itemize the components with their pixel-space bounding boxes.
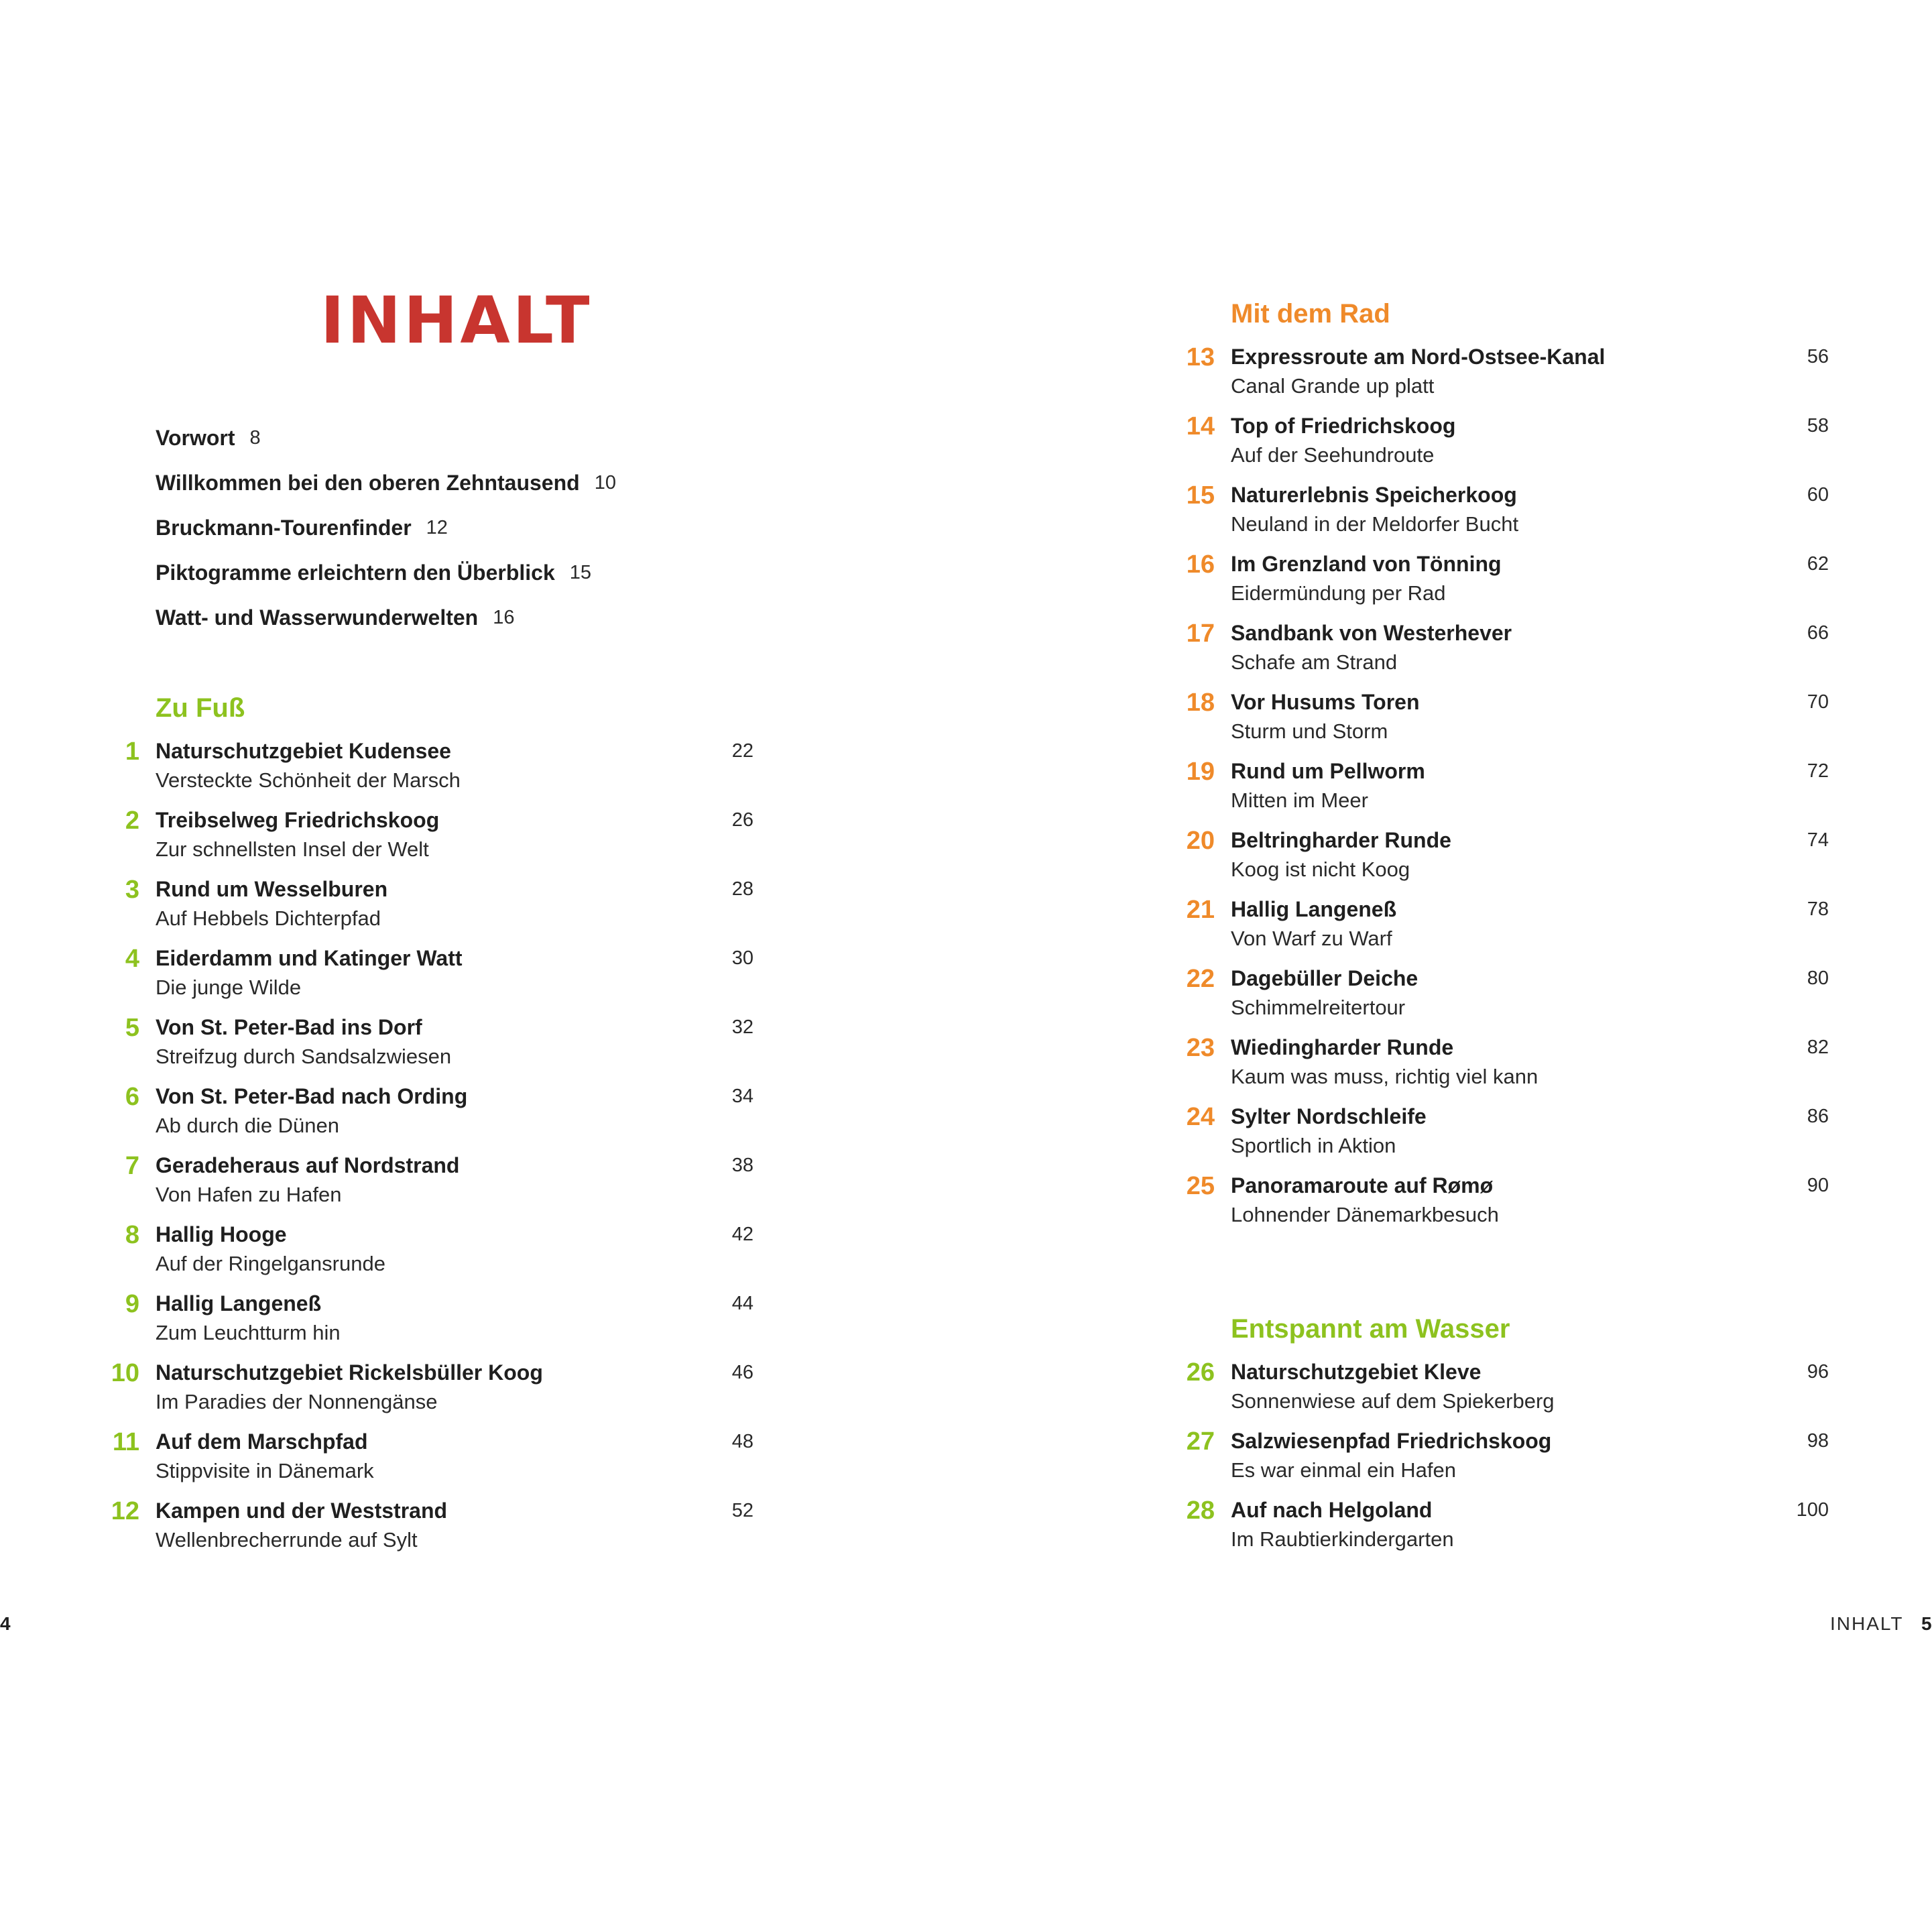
tour-page-number: 56 bbox=[1807, 346, 1829, 367]
tour-page-number: 22 bbox=[731, 740, 753, 762]
tour-number: 28 bbox=[1186, 1497, 1215, 1525]
toc-entry[interactable] bbox=[0, 618, 1850, 687]
toc-entry[interactable] bbox=[0, 963, 1850, 1033]
tour-page-number: 26 bbox=[731, 809, 753, 831]
tour-page-number: 80 bbox=[1807, 968, 1829, 989]
tour-page-number: 82 bbox=[1807, 1037, 1829, 1058]
tour-title: Sandbank von Westerhever bbox=[1231, 621, 1512, 645]
intro-item-page: 16 bbox=[493, 607, 515, 628]
toc-entry[interactable] bbox=[0, 1102, 1850, 1171]
tour-subtitle: Sportlich in Aktion bbox=[1231, 1134, 1396, 1157]
tour-subtitle: Sonnenwiese auf dem Spiekerberg bbox=[1231, 1389, 1555, 1413]
intro-item-page: 10 bbox=[594, 472, 616, 493]
tour-title: Hallig Langeneß bbox=[1231, 897, 1397, 921]
tour-page-number: 86 bbox=[1807, 1106, 1829, 1127]
toc-entry[interactable] bbox=[0, 687, 1850, 756]
tour-page-number: 78 bbox=[1807, 898, 1829, 920]
tour-title: Naturschutzgebiet Rickelsbüller Koog bbox=[156, 1360, 543, 1385]
tour-title: Dagebüller Deiche bbox=[1231, 966, 1418, 990]
tour-page-number: 48 bbox=[731, 1431, 753, 1452]
tour-title: Salzwiesenpfad Friedrichskoog bbox=[1231, 1429, 1552, 1453]
tour-page-number: 62 bbox=[1807, 553, 1829, 575]
tour-number: 1 bbox=[125, 738, 139, 766]
tour-subtitle: Zum Leuchtturm hin bbox=[156, 1321, 341, 1344]
toc-entry[interactable] bbox=[0, 549, 1850, 618]
intro-item-label: Bruckmann-Tourenfinder bbox=[156, 516, 412, 540]
tour-title: Hallig Hooge bbox=[156, 1222, 287, 1246]
tour-number: 9 bbox=[125, 1290, 139, 1318]
toc-entry[interactable] bbox=[0, 756, 1850, 825]
tour-subtitle: Von Warf zu Warf bbox=[1231, 927, 1392, 950]
tour-number: 5 bbox=[125, 1014, 139, 1042]
tour-title: Wiedingharder Runde bbox=[1231, 1035, 1454, 1059]
page-number-left: 4 bbox=[0, 1613, 11, 1634]
intro-item-page: 8 bbox=[249, 427, 261, 449]
tour-title: Top of Friedrichskoog bbox=[1231, 414, 1456, 438]
tour-title: Expressroute am Nord-Ostsee-Kanal bbox=[1231, 345, 1606, 369]
intro-item-label: Vorwort bbox=[156, 426, 235, 450]
toc-entry[interactable] bbox=[0, 480, 1850, 549]
tour-number: 12 bbox=[111, 1497, 139, 1525]
tour-page-number: 46 bbox=[731, 1362, 753, 1383]
toc-entry[interactable] bbox=[0, 825, 1850, 894]
tour-number: 11 bbox=[112, 1428, 139, 1456]
tour-subtitle: Auf der Ringelgansrunde bbox=[156, 1252, 385, 1275]
tour-subtitle: Streifzug durch Sandsalzwiesen bbox=[156, 1045, 452, 1068]
tour-subtitle: Es war einmal ein Hafen bbox=[1231, 1458, 1456, 1482]
tour-number: 18 bbox=[1186, 689, 1215, 717]
tour-page-number: 72 bbox=[1807, 760, 1829, 782]
toc-list-entspannt-am-wasser bbox=[0, 1357, 1850, 1564]
tour-subtitle: Schimmelreitertour bbox=[1231, 996, 1406, 1019]
tour-title: Hallig Langeneß bbox=[156, 1291, 322, 1315]
tour-subtitle: Kaum was muss, richtig viel kann bbox=[1231, 1065, 1538, 1088]
tour-page-number: 70 bbox=[1807, 691, 1829, 713]
toc-entry[interactable] bbox=[0, 1495, 1850, 1564]
tour-title: Von St. Peter-Bad ins Dorf bbox=[156, 1015, 422, 1039]
tour-title: Rund um Wesselburen bbox=[156, 877, 388, 901]
toc-entry[interactable] bbox=[0, 1357, 1850, 1426]
tour-title: Beltringharder Runde bbox=[1231, 828, 1451, 852]
tour-subtitle: Versteckte Schönheit der Marsch bbox=[156, 768, 461, 792]
tour-number: 25 bbox=[1186, 1172, 1215, 1200]
tour-number: 10 bbox=[111, 1359, 139, 1387]
tour-page-number: 32 bbox=[731, 1016, 753, 1038]
tour-title: Treibselweg Friedrichskoog bbox=[156, 808, 440, 832]
tour-number: 27 bbox=[1186, 1427, 1215, 1456]
tour-page-number: 42 bbox=[731, 1224, 753, 1245]
tour-number: 19 bbox=[1186, 758, 1215, 786]
tour-subtitle: Eidermündung per Rad bbox=[1231, 581, 1446, 605]
tour-subtitle: Neuland in der Meldorfer Bucht bbox=[1231, 512, 1519, 536]
running-header-right: INHALT bbox=[1830, 1613, 1904, 1634]
tour-page-number: 90 bbox=[1807, 1175, 1829, 1196]
tour-number: 15 bbox=[1186, 481, 1215, 510]
tour-page-number: 58 bbox=[1807, 415, 1829, 436]
tour-title: Im Grenzland von Tönning bbox=[1231, 552, 1502, 576]
page-title: INHALT bbox=[320, 283, 593, 358]
toc-entry[interactable] bbox=[0, 342, 1850, 411]
tour-title: Kampen und der Weststrand bbox=[156, 1499, 448, 1523]
tour-title: Sylter Nordschleife bbox=[1231, 1104, 1427, 1128]
tour-number: 7 bbox=[125, 1152, 139, 1180]
section-heading-mit-dem-rad: Mit dem Rad bbox=[1231, 299, 1390, 329]
tour-page-number: 98 bbox=[1807, 1430, 1829, 1452]
intro-item-page: 15 bbox=[569, 562, 592, 583]
tour-title: Panoramaroute auf Rømø bbox=[1231, 1173, 1494, 1197]
tour-number: 24 bbox=[1186, 1103, 1215, 1131]
tour-page-number: 44 bbox=[731, 1293, 753, 1314]
tour-page-number: 66 bbox=[1807, 622, 1829, 644]
page-number-right: 5 bbox=[1921, 1613, 1932, 1634]
tour-number: 21 bbox=[1186, 896, 1215, 924]
tour-number: 26 bbox=[1186, 1358, 1215, 1387]
tour-title: Naturerlebnis Speicherkoog bbox=[1231, 483, 1517, 507]
tour-subtitle: Sturm und Storm bbox=[1231, 719, 1388, 743]
tour-page-number: 74 bbox=[1807, 829, 1829, 851]
tour-page-number: 38 bbox=[731, 1155, 753, 1176]
tour-number: 3 bbox=[125, 876, 139, 904]
tour-title: Naturschutzgebiet Kleve bbox=[1231, 1360, 1482, 1384]
section-heading-entspannt-am-wasser: Entspannt am Wasser bbox=[1231, 1314, 1510, 1344]
tour-subtitle: Die junge Wilde bbox=[156, 976, 302, 999]
tour-number: 8 bbox=[125, 1221, 139, 1249]
tour-subtitle: Stippvisite in Dänemark bbox=[156, 1459, 374, 1482]
tour-title: Rund um Pellworm bbox=[1231, 759, 1425, 783]
tour-title: Auf nach Helgoland bbox=[1231, 1498, 1433, 1522]
tour-number: 23 bbox=[1186, 1034, 1215, 1062]
section-heading-zu-fuss: Zu Fuß bbox=[156, 693, 245, 723]
tour-number: 17 bbox=[1186, 620, 1215, 648]
intro-item-label: Watt- und Wasserwunderwelten bbox=[156, 605, 479, 630]
tour-page-number: 100 bbox=[1796, 1499, 1829, 1521]
tour-subtitle: Zur schnellsten Insel der Welt bbox=[156, 837, 429, 861]
tour-subtitle: Auf Hebbels Dichterpfad bbox=[156, 906, 381, 930]
tour-page-number: 60 bbox=[1807, 484, 1829, 506]
tour-number: 16 bbox=[1186, 550, 1215, 579]
tour-subtitle: Ab durch die Dünen bbox=[156, 1114, 340, 1137]
tour-subtitle: Wellenbrecherrunde auf Sylt bbox=[156, 1528, 418, 1552]
toc-entry[interactable] bbox=[0, 1426, 1850, 1495]
intro-item-label: Willkommen bei den oberen Zehntausend bbox=[156, 471, 580, 495]
toc-entry[interactable] bbox=[0, 411, 1850, 480]
tour-number: 14 bbox=[1186, 412, 1215, 441]
toc-entry[interactable] bbox=[0, 1289, 764, 1358]
tour-page-number: 28 bbox=[731, 878, 753, 900]
tour-title: Von St. Peter-Bad nach Ording bbox=[156, 1084, 468, 1108]
intro-item-label: Piktogramme erleichtern den Überblick bbox=[156, 561, 555, 585]
tour-number: 20 bbox=[1186, 827, 1215, 855]
tour-title: Auf dem Marschpfad bbox=[156, 1429, 368, 1454]
tour-title: Vor Husums Toren bbox=[1231, 690, 1420, 714]
toc-entry[interactable] bbox=[0, 1033, 1850, 1102]
tour-page-number: 34 bbox=[731, 1086, 753, 1107]
tour-number: 4 bbox=[125, 945, 139, 973]
tour-number: 13 bbox=[1186, 343, 1215, 371]
toc-entry[interactable] bbox=[0, 1171, 1850, 1240]
toc-list-mit-dem-rad bbox=[0, 342, 1850, 1240]
tour-number: 2 bbox=[125, 807, 139, 835]
tour-page-number: 30 bbox=[731, 947, 753, 969]
tour-subtitle: Schafe am Strand bbox=[1231, 650, 1398, 674]
toc-entry[interactable] bbox=[0, 894, 1850, 963]
tour-number: 6 bbox=[125, 1083, 139, 1111]
tour-subtitle: Auf der Seehundroute bbox=[1231, 443, 1435, 467]
tour-subtitle: Im Raubtierkindergarten bbox=[1231, 1527, 1454, 1551]
tour-subtitle: Koog ist nicht Koog bbox=[1231, 858, 1410, 881]
tour-title: Eiderdamm und Katinger Watt bbox=[156, 946, 463, 970]
tour-subtitle: Im Paradies der Nonnengänse bbox=[156, 1390, 438, 1413]
intro-item-page: 12 bbox=[426, 517, 448, 538]
tour-page-number: 96 bbox=[1807, 1361, 1829, 1383]
tour-subtitle: Von Hafen zu Hafen bbox=[156, 1183, 342, 1206]
tour-title: Naturschutzgebiet Kudensee bbox=[156, 739, 451, 763]
tour-subtitle: Lohnender Dänemarkbesuch bbox=[1231, 1203, 1499, 1226]
tour-number: 22 bbox=[1186, 965, 1215, 993]
tour-subtitle: Mitten im Meer bbox=[1231, 788, 1368, 812]
tour-page-number: 52 bbox=[731, 1500, 753, 1521]
tour-title: Geradeheraus auf Nordstrand bbox=[156, 1153, 460, 1177]
tour-subtitle: Canal Grande up platt bbox=[1231, 374, 1435, 398]
